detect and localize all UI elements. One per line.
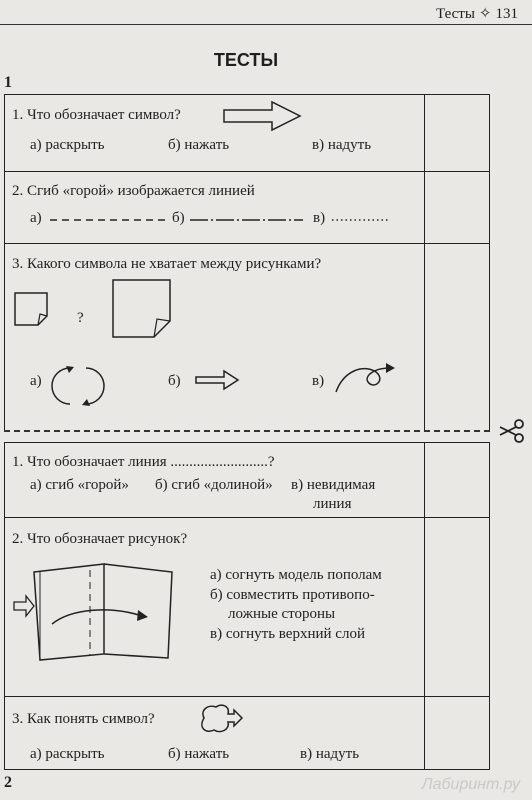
folded-square-large xyxy=(112,279,174,341)
dashed-line-sample xyxy=(50,218,170,222)
cut-line xyxy=(4,430,490,432)
section-number-2: 2 xyxy=(4,774,12,791)
option-b: б) нажать xyxy=(168,137,230,153)
section-number-1: 1 xyxy=(4,74,12,91)
option-a: а) согнуть модель пополам xyxy=(210,567,382,583)
question-text: 3. Как понять символ? xyxy=(12,711,155,727)
arrow-outline-icon xyxy=(222,98,302,134)
option-a: а) xyxy=(30,373,42,389)
option-c: в) невидимая xyxy=(291,477,376,493)
dotted-line-sample xyxy=(332,218,392,222)
answer-column-divider xyxy=(424,94,425,430)
star-icon: ✧ xyxy=(478,6,492,22)
missing-symbol-mark: ? xyxy=(77,310,84,326)
header-rule xyxy=(0,24,532,25)
row-divider xyxy=(4,171,490,172)
scissors-icon xyxy=(498,418,526,444)
option-c: в) надуть xyxy=(312,137,372,153)
question-text: 2. Сгиб «горой» изображается линией xyxy=(12,183,255,199)
option-b: б) нажать xyxy=(168,746,230,762)
question-text: 1. Что обозначает линия ..........................? xyxy=(12,454,275,470)
page-title: ТЕСТЫ xyxy=(213,50,279,70)
option-a: а) xyxy=(30,210,42,226)
rotate-arrows-icon xyxy=(56,364,100,408)
option-a: а) раскрыть xyxy=(30,137,105,153)
option-b: б) совместить противопо- xyxy=(210,587,375,603)
folded-square-small xyxy=(14,292,50,328)
hollow-arrow-icon xyxy=(194,368,240,392)
watermark: Лабиринт.ру xyxy=(421,776,520,793)
option-b-continued: ложные стороны xyxy=(228,606,336,622)
option-c-continued: линия xyxy=(313,496,352,512)
question-text: 2. Что обозначает рисунок? xyxy=(12,531,188,547)
row-divider xyxy=(4,517,490,518)
dash-dot-line-sample xyxy=(190,218,305,222)
turn-over-arrow-icon xyxy=(334,362,398,396)
option-c: в) надуть xyxy=(300,746,360,762)
row-divider xyxy=(4,243,490,244)
option-b: б) xyxy=(168,373,181,389)
option-b: б) сгиб «долиной» xyxy=(155,477,273,493)
answer-column-divider xyxy=(424,442,425,770)
fold-book-diagram xyxy=(12,562,192,662)
page-header xyxy=(436,4,518,23)
question-text: 3. Какого символа не хватает между рисунками? xyxy=(12,256,322,272)
option-c: в) xyxy=(313,210,326,226)
option-c: в) согнуть верхний слой xyxy=(210,626,365,642)
inflate-symbol-icon xyxy=(198,702,244,736)
option-b: б) xyxy=(172,210,185,226)
option-a: а) сгиб «горой» xyxy=(30,477,129,493)
option-c: в) xyxy=(312,373,325,389)
option-a: а) раскрыть xyxy=(30,746,105,762)
row-divider xyxy=(4,696,490,697)
question-text: 1. Что обозначает символ? xyxy=(12,107,181,123)
page-number: 131 xyxy=(495,6,518,22)
header-section: Тесты xyxy=(436,6,475,22)
